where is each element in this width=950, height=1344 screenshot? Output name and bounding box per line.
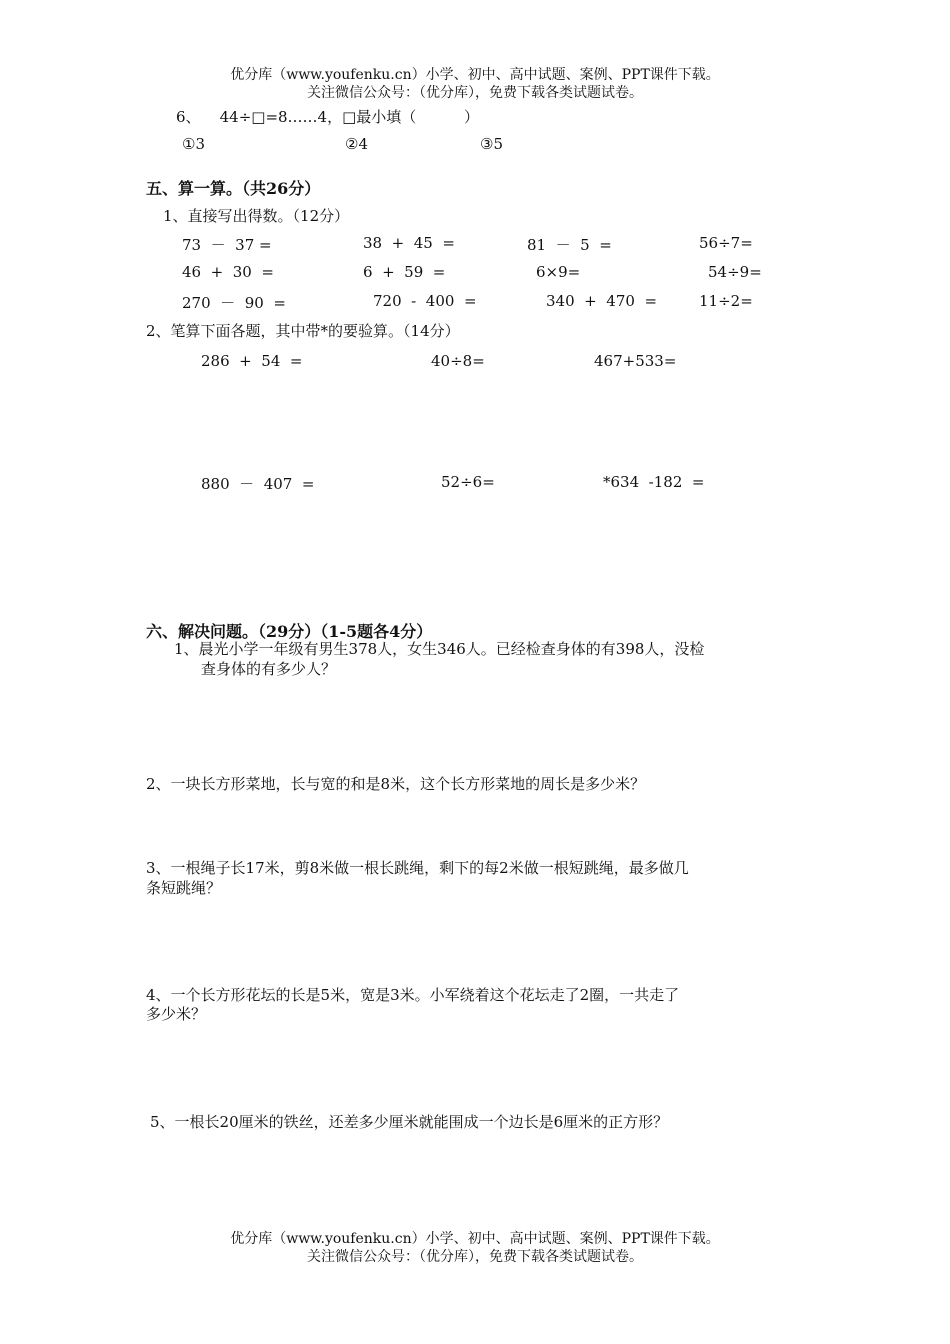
mental-math-item: 270 － 90 = <box>182 294 286 312</box>
mental-math-item: 6 + 59 = <box>363 263 446 281</box>
mental-math-item: 720 - 400 = <box>373 292 477 310</box>
q6-option-b: ②4 <box>345 135 368 153</box>
mental-math-item: 11÷2= <box>699 292 753 310</box>
problem-1-line-1: 1、晨光小学一年级有男生378人，女生346人。已经检查身体的有398人，没检 <box>174 640 705 658</box>
problem-4-line-2: 多少米？ <box>146 1005 207 1023</box>
page-header-line-1: 优分库（www.youfenku.cn）小学、初中、高中试题、案例、PPT课件下载。 <box>230 67 720 83</box>
mental-math-item: 46 + 30 = <box>182 263 274 281</box>
section-5-part-1-title: 1、直接写出得数。（12分） <box>163 207 350 225</box>
written-calc-item: 286 + 54 = <box>201 352 303 370</box>
mental-math-item: 56÷7= <box>699 234 753 252</box>
page-footer-line-2: 关注微信公众号：（优分库），免费下载各类试题试卷。 <box>307 1249 643 1265</box>
written-calc-item: 880 － 407 = <box>201 475 315 493</box>
problem-2: 2、一块长方形菜地，长与宽的和是8米，这个长方形菜地的周长是多少米？ <box>146 775 646 793</box>
mental-math-item: 81 － 5 = <box>527 236 612 254</box>
mental-math-item: 340 + 470 = <box>546 292 658 310</box>
written-calc-item: 52÷6= <box>441 473 495 491</box>
problem-4-line-1: 4、一个长方形花坛的长是5米，宽是3米。小军绕着这个花坛走了2圈，一共走了 <box>146 986 680 1004</box>
problem-5: 5、一根长20厘米的铁丝，还差多少厘米就能围成一个边长是6厘米的正方形？ <box>150 1113 669 1131</box>
q6-option-a: ①3 <box>182 135 205 153</box>
section-6-title: 六、解决问题。（29分）（1-5题各4分） <box>146 622 433 641</box>
section-5-title: 五、算一算。（共26分） <box>146 179 321 198</box>
problem-3-line-2: 条短跳绳？ <box>146 879 222 897</box>
section-5-part-2-title: 2、笔算下面各题，其中带*的要验算。（14分） <box>146 322 460 340</box>
written-calc-item: *634 -182 = <box>603 473 705 491</box>
page-header-line-2: 关注微信公众号：（优分库），免费下载各类试题试卷。 <box>307 85 643 101</box>
question-6: 6、 44÷□=8……4，□最小填（ ） <box>176 108 479 126</box>
problem-3-line-1: 3、一根绳子长17米，剪8米做一根长跳绳，剩下的每2米做一根短跳绳，最多做几 <box>146 859 689 877</box>
mental-math-item: 73 － 37 = <box>182 236 272 254</box>
mental-math-item: 6×9= <box>536 263 581 281</box>
problem-1-line-2: 查身体的有多少人？ <box>201 660 337 678</box>
q6-option-c: ③5 <box>480 135 503 153</box>
written-calc-item: 467+533= <box>594 352 677 370</box>
mental-math-item: 54÷9= <box>708 263 762 281</box>
mental-math-item: 38 + 45 = <box>363 234 455 252</box>
page-footer-line-1: 优分库（www.youfenku.cn）小学、初中、高中试题、案例、PPT课件下载。 <box>230 1231 720 1247</box>
written-calc-item: 40÷8= <box>431 352 485 370</box>
